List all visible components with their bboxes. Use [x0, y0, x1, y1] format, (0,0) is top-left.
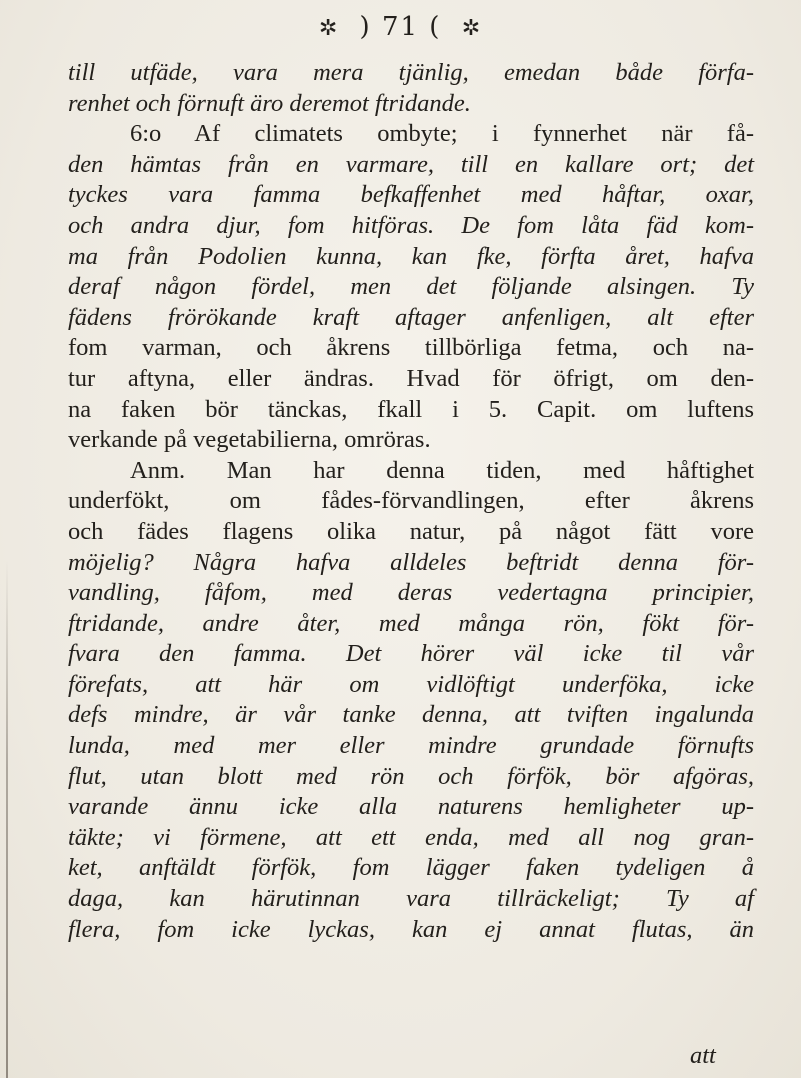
text-line: varande ännu icke alla naturens hemligheter up-	[68, 793, 754, 821]
text-line: daga, kan härutinnan vara tillräckeligt; Ty af	[68, 885, 754, 913]
text-line: fvara den famma. Det hörer väl icke til vår	[68, 640, 754, 668]
text-line: flut, utan blott med rön och förfök, bör afgöras,	[68, 762, 754, 790]
annotation-start: Anm. Man har denna tiden, med håftighet	[130, 456, 754, 484]
text-line: verkande på vegetabilierna, omröras.	[68, 426, 431, 454]
catchword: att	[690, 1042, 716, 1069]
text-line: fädens frörökande kraft aftager anfenligen, alt efter	[68, 303, 754, 331]
text-line: möjelig? Några hafva alldeles beftridt denna för-	[68, 548, 754, 576]
text-line: den hämtas från en varmare, till en kallare ort; det	[68, 150, 754, 178]
text-line: till utfäde, vara mera tjänlig, emedan både förfa-	[68, 59, 754, 86]
text-line: förefats, att här om vidlöftigt underföka, icke	[68, 670, 754, 698]
text-line: och andra djur, fom hitföras. De fom låta fäd kom-	[68, 211, 754, 239]
text-line: renhet och förnuft äro deremot ftridande.	[68, 89, 471, 117]
text-line: och fädes flagens olika natur, på något fätt vore	[68, 517, 754, 545]
paragraph-start: 6:o Af climatets ombyte; i fynnerhet när få-	[130, 120, 754, 148]
text-line: täkte; vi förmene, att ett enda, med all nog gran-	[68, 823, 754, 851]
text-line: fom varman, och åkrens tillbörliga fetma, och na-	[68, 334, 754, 362]
text-line: tyckes vara famma befkaffenhet med håftar, oxar,	[68, 181, 754, 209]
text-line: ma från Podolien kunna, kan fke, förfta året, hafva	[68, 242, 754, 270]
text-line: lunda, med mer eller mindre grundade förnufts	[68, 732, 754, 760]
page-number: ) 71 (	[359, 12, 442, 42]
text-line: defs mindre, är vår tanke denna, att tviften ingalunda	[68, 701, 754, 729]
text-line: underfökt, om fådes-förvandlingen, efter åkrens	[68, 487, 754, 515]
binding-shadow	[6, 560, 8, 1078]
text-line: ftridande, andre åter, med många rön, fökt för-	[68, 609, 754, 637]
text-line: vandling, fåfom, med deras vedertagna principier,	[68, 579, 754, 607]
right-ornament-icon: ✲	[461, 16, 483, 41]
text-line: flera, fom icke lyckas, kan ej annat flutas, än	[68, 915, 754, 943]
text-line: na faken bör tänckas, fkall i 5. Capit. om luftens	[68, 395, 754, 423]
text-line: tur aftyna, eller ändras. Hvad för öfrigt, om den-	[68, 364, 754, 392]
body-text	[68, 58, 754, 945]
text-line: deraf någon fördel, men det följande alsingen. Ty	[68, 273, 754, 301]
text-line: ket, anftäldt förfök, fom lägger faken tydeligen å	[68, 854, 754, 882]
left-ornament-icon: ✲	[318, 16, 340, 41]
page-header	[0, 12, 801, 42]
